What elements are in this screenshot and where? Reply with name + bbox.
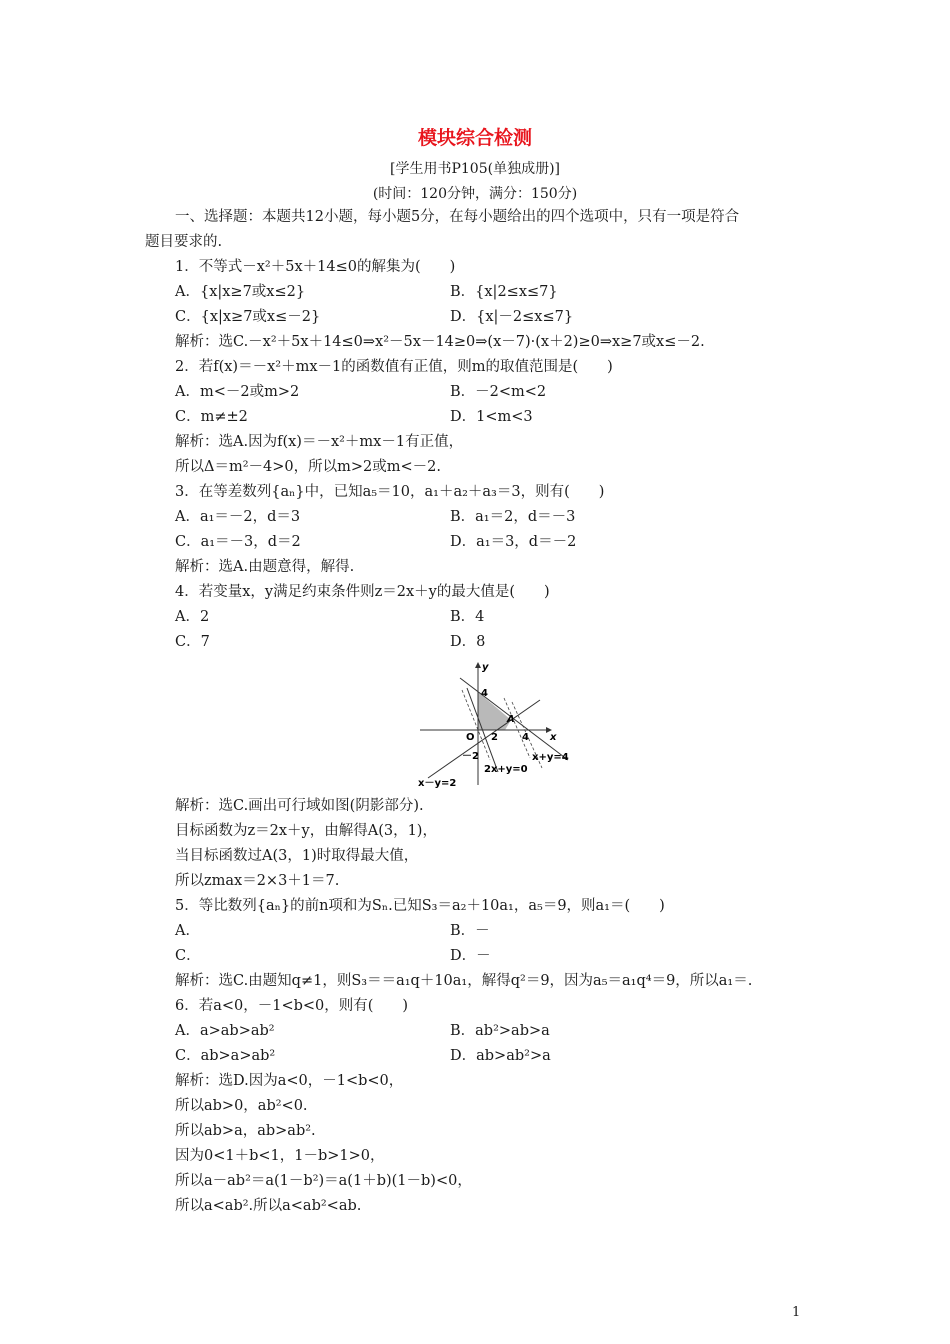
question-stem: 2．若f(x)＝－x²＋mx－1的函数值有正值，则m的取值范围是( ) <box>175 359 613 375</box>
point-a-label: A <box>507 714 515 725</box>
option-c: C．m≠±2 <box>175 409 248 425</box>
feasible-region-figure <box>418 660 578 790</box>
option-c: C． <box>175 948 201 964</box>
option-c: C．7 <box>175 634 210 650</box>
option-c: C．ab>a>ab² <box>175 1048 276 1064</box>
origin-label: O <box>466 732 475 743</box>
solution-line: 解析：选D.因为a<0，－1<b<0， <box>175 1073 404 1089</box>
option-a: A．{x|x≥7或x≤2} <box>175 284 306 300</box>
solution-line: 当目标函数过A(3，1)时取得最大值， <box>175 848 419 864</box>
option-d: D．－ <box>450 948 491 964</box>
option-c: C．a₁＝－3，d＝2 <box>175 534 301 550</box>
solution-line: 目标函数为z＝2x＋y，由解得A(3，1)， <box>175 823 437 839</box>
axis-y-label: y <box>482 662 489 673</box>
y-axis-arrow <box>475 662 481 668</box>
option-b: B．－2<m<2 <box>450 384 547 400</box>
option-d: D．a₁＝3，d＝－2 <box>450 534 577 550</box>
tick-y4-label: 4 <box>481 688 488 699</box>
option-b: B．4 <box>450 609 485 625</box>
option-a: A．a>ab>ab² <box>175 1023 275 1039</box>
exam-time-info: (时间：120分钟，满分：150分) <box>372 186 578 202</box>
option-a: A．2 <box>175 609 210 625</box>
option-a: A． <box>175 923 200 939</box>
page-title: 模块综合检测 <box>417 127 532 149</box>
option-a: A．a₁＝－2，d＝3 <box>175 509 301 525</box>
solution-line: 所以a－ab²＝a(1－b²)＝a(1＋b)(1－b)<0， <box>175 1173 472 1189</box>
option-c: C．{x|x≥7或x≤－2} <box>175 309 321 325</box>
option-b: B．ab²>ab>a <box>450 1023 550 1039</box>
solution-line: 所以zmax＝2×3＋1＝7. <box>175 873 340 889</box>
question-stem: 5．等比数列{aₙ}的前n项和为Sₙ.已知S₃＝a₂＋10a₁，a₅＝9，则a₁＝( ) <box>175 898 665 914</box>
option-a: A．m<－2或m>2 <box>175 384 300 400</box>
solution-line: 所以Δ＝m²－4>0，所以m>2或m<－2. <box>175 459 441 475</box>
tick-ym2-label: －2 <box>462 751 479 762</box>
tick-x2-label: 2 <box>491 732 498 743</box>
axis-x-label: x <box>550 732 557 743</box>
solution-line: 所以a<ab².所以a<ab²<ab. <box>175 1198 362 1214</box>
line1-label: x+y=4 <box>532 752 569 763</box>
solution-line: 解析：选C.－x²＋5x＋14≤0⇒x²－5x－14≥0⇒(x－7)·(x＋2)≥0⇒x≥7或x≤－2. <box>175 334 705 350</box>
question-stem: 1．不等式－x²＋5x＋14≤0的解集为( ) <box>175 259 456 275</box>
tick-x4-label: 4 <box>522 732 529 743</box>
solution-line: 解析：选C.由题知q≠1，则S₃＝＝a₁q＋10a₁，解得q²＝9，因为a₅＝a₁q⁴＝9，所以a₁＝. <box>175 973 753 989</box>
line2-label: 2x+y=0 <box>484 764 528 775</box>
option-d: D．8 <box>450 634 486 650</box>
question-stem: 6．若a<0，－1<b<0，则有( ) <box>175 998 409 1014</box>
solution-line: 所以ab>a，ab>ab². <box>175 1123 316 1139</box>
line3-label: x－y=2 <box>418 778 457 789</box>
question-stem: 3．在等差数列{aₙ}中，已知a₅＝10，a₁＋a₂＋a₃＝3，则有( ) <box>175 484 605 500</box>
solution-line: 解析：选A.由题意得，解得. <box>175 559 355 575</box>
solution-line: 所以ab>0，ab²<0. <box>175 1098 308 1114</box>
option-d: D．1<m<3 <box>450 409 533 425</box>
solution-line: 解析：选C.画出可行域如图(阴影部分). <box>175 798 424 814</box>
option-d: D．ab>ab²>a <box>450 1048 551 1064</box>
solution-line: 因为0<1＋b<1，1－b>1>0， <box>175 1148 385 1164</box>
page-number: 1 <box>792 1305 801 1320</box>
option-b: B．－ <box>450 923 490 939</box>
question-stem: 4．若变量x，y满足约束条件则z＝2x＋y的最大值是( ) <box>175 584 550 600</box>
option-d: D．{x|－2≤x≤7} <box>450 309 574 325</box>
book-reference: [学生用书P105(单独成册)] <box>390 161 560 177</box>
solution-line: 解析：选A.因为f(x)＝－x²＋mx－1有正值， <box>175 434 464 450</box>
option-b: B．{x|2≤x≤7} <box>450 284 558 300</box>
option-b: B．a₁＝2，d＝－3 <box>450 509 576 525</box>
